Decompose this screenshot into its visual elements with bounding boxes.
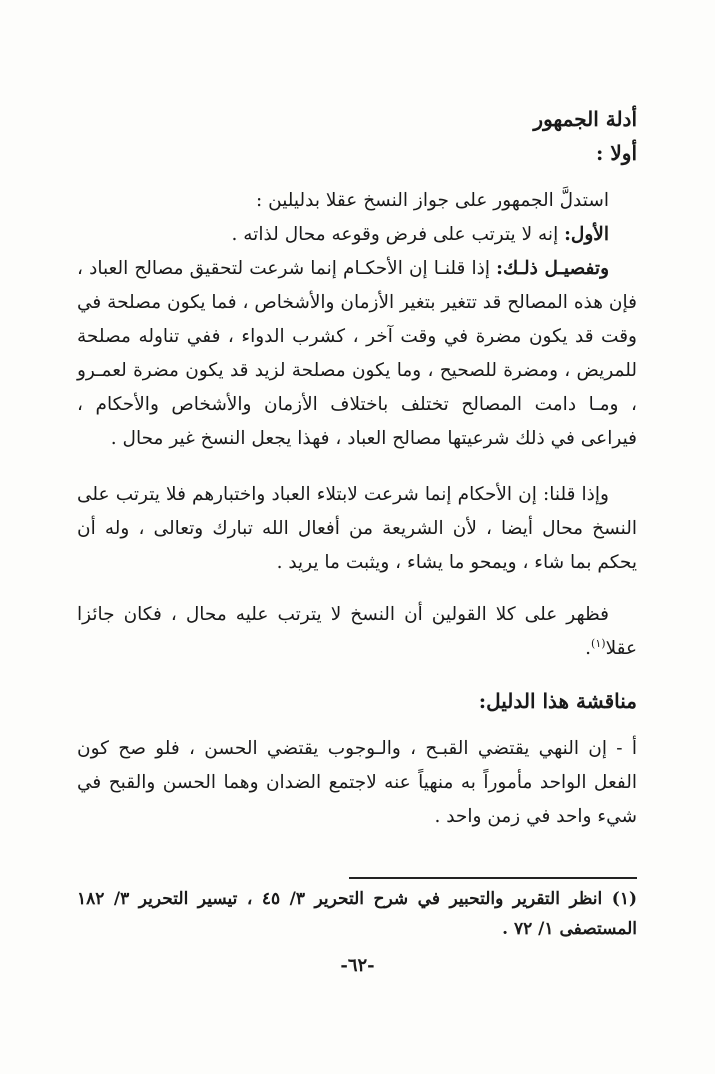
objection-paragraph: أ - إن النهي يقتضي القبـح ، والـوجوب يقتضي الحسن ، فلو صح كون الفعل الواحد مأموراً به منهياً عنه لاجتمع الضدان وهما الحسن والقبح في شيء واحد في زمن واحد . xyxy=(77,738,637,827)
footnote-marker[interactable]: (١) xyxy=(591,636,606,650)
main-text xyxy=(77,102,637,834)
footnote-divider xyxy=(349,877,637,879)
conclusion-end: . xyxy=(585,638,592,659)
detail-text: إذا قلنـا إن الأحكـام إنما شرعت لتحقيق مصالح العباد ، فإن هذه المصالح قد تتغير بتغير الأزمان والأشخاص ، فما يكون مصلحة في وقت قد يكون مضرة في وقت آخر ، كشرب الدواء ، ففي تناوله مصلحة للمريض ، ومضرة للصحيح ، وما يكون مصلحة لزيد قد يكون مضرة لعمـرو ، ومـا دامت المصالح تختلف باختلاف الأزمان والأشخاص والأحكام ، فيراعى في ذلك شرعيتها مصالح العباد ، فهذا يجعل النسخ غير محال . xyxy=(77,258,637,449)
page-number: -٦٢- xyxy=(340,955,375,976)
detail-label: وتفصيـل ذلـك: xyxy=(496,258,610,279)
section-heading: أدلة الجمهور xyxy=(533,107,637,131)
first-proof-label: الأول: xyxy=(564,224,609,245)
subsection-heading: أولا : xyxy=(596,141,637,165)
footnote: (١) انظر التقرير والتحبير في شرح التحرير ٣/ ٤٥ ، تيسير التحرير ٣/ ١٨٢ المستصفى ١/ ٧٢ . xyxy=(77,889,637,939)
detail-paragraph xyxy=(77,252,637,456)
first-proof-text: إنه لا يترتب على فرض وقوعه محال لذاته . xyxy=(231,224,565,245)
conclusion-text: فظهر على كلا القولين أن النسخ لا يترتب عليه محال ، فكان جائزا عقلا xyxy=(77,604,637,659)
first-proof-paragraph xyxy=(77,218,637,252)
conclusion-paragraph xyxy=(77,598,637,666)
discussion-heading: مناقشة هذا الدليل: xyxy=(478,689,637,713)
intro-paragraph: استدلَّ الجمهور على جواز النسخ عقلا بدليلين : xyxy=(256,190,609,211)
trial-paragraph: وإذا قلنا: إن الأحكام إنما شرعت لابتلاء العباد واختبارهم فلا يترتب على النسخ محال أيضا ، لأن الشريعة من أفعال الله تبارك وتعالى ، وله أن يحكم بما شاء ، ويمحو ما يشاء ، ويثبت ما يريد . xyxy=(77,484,637,573)
